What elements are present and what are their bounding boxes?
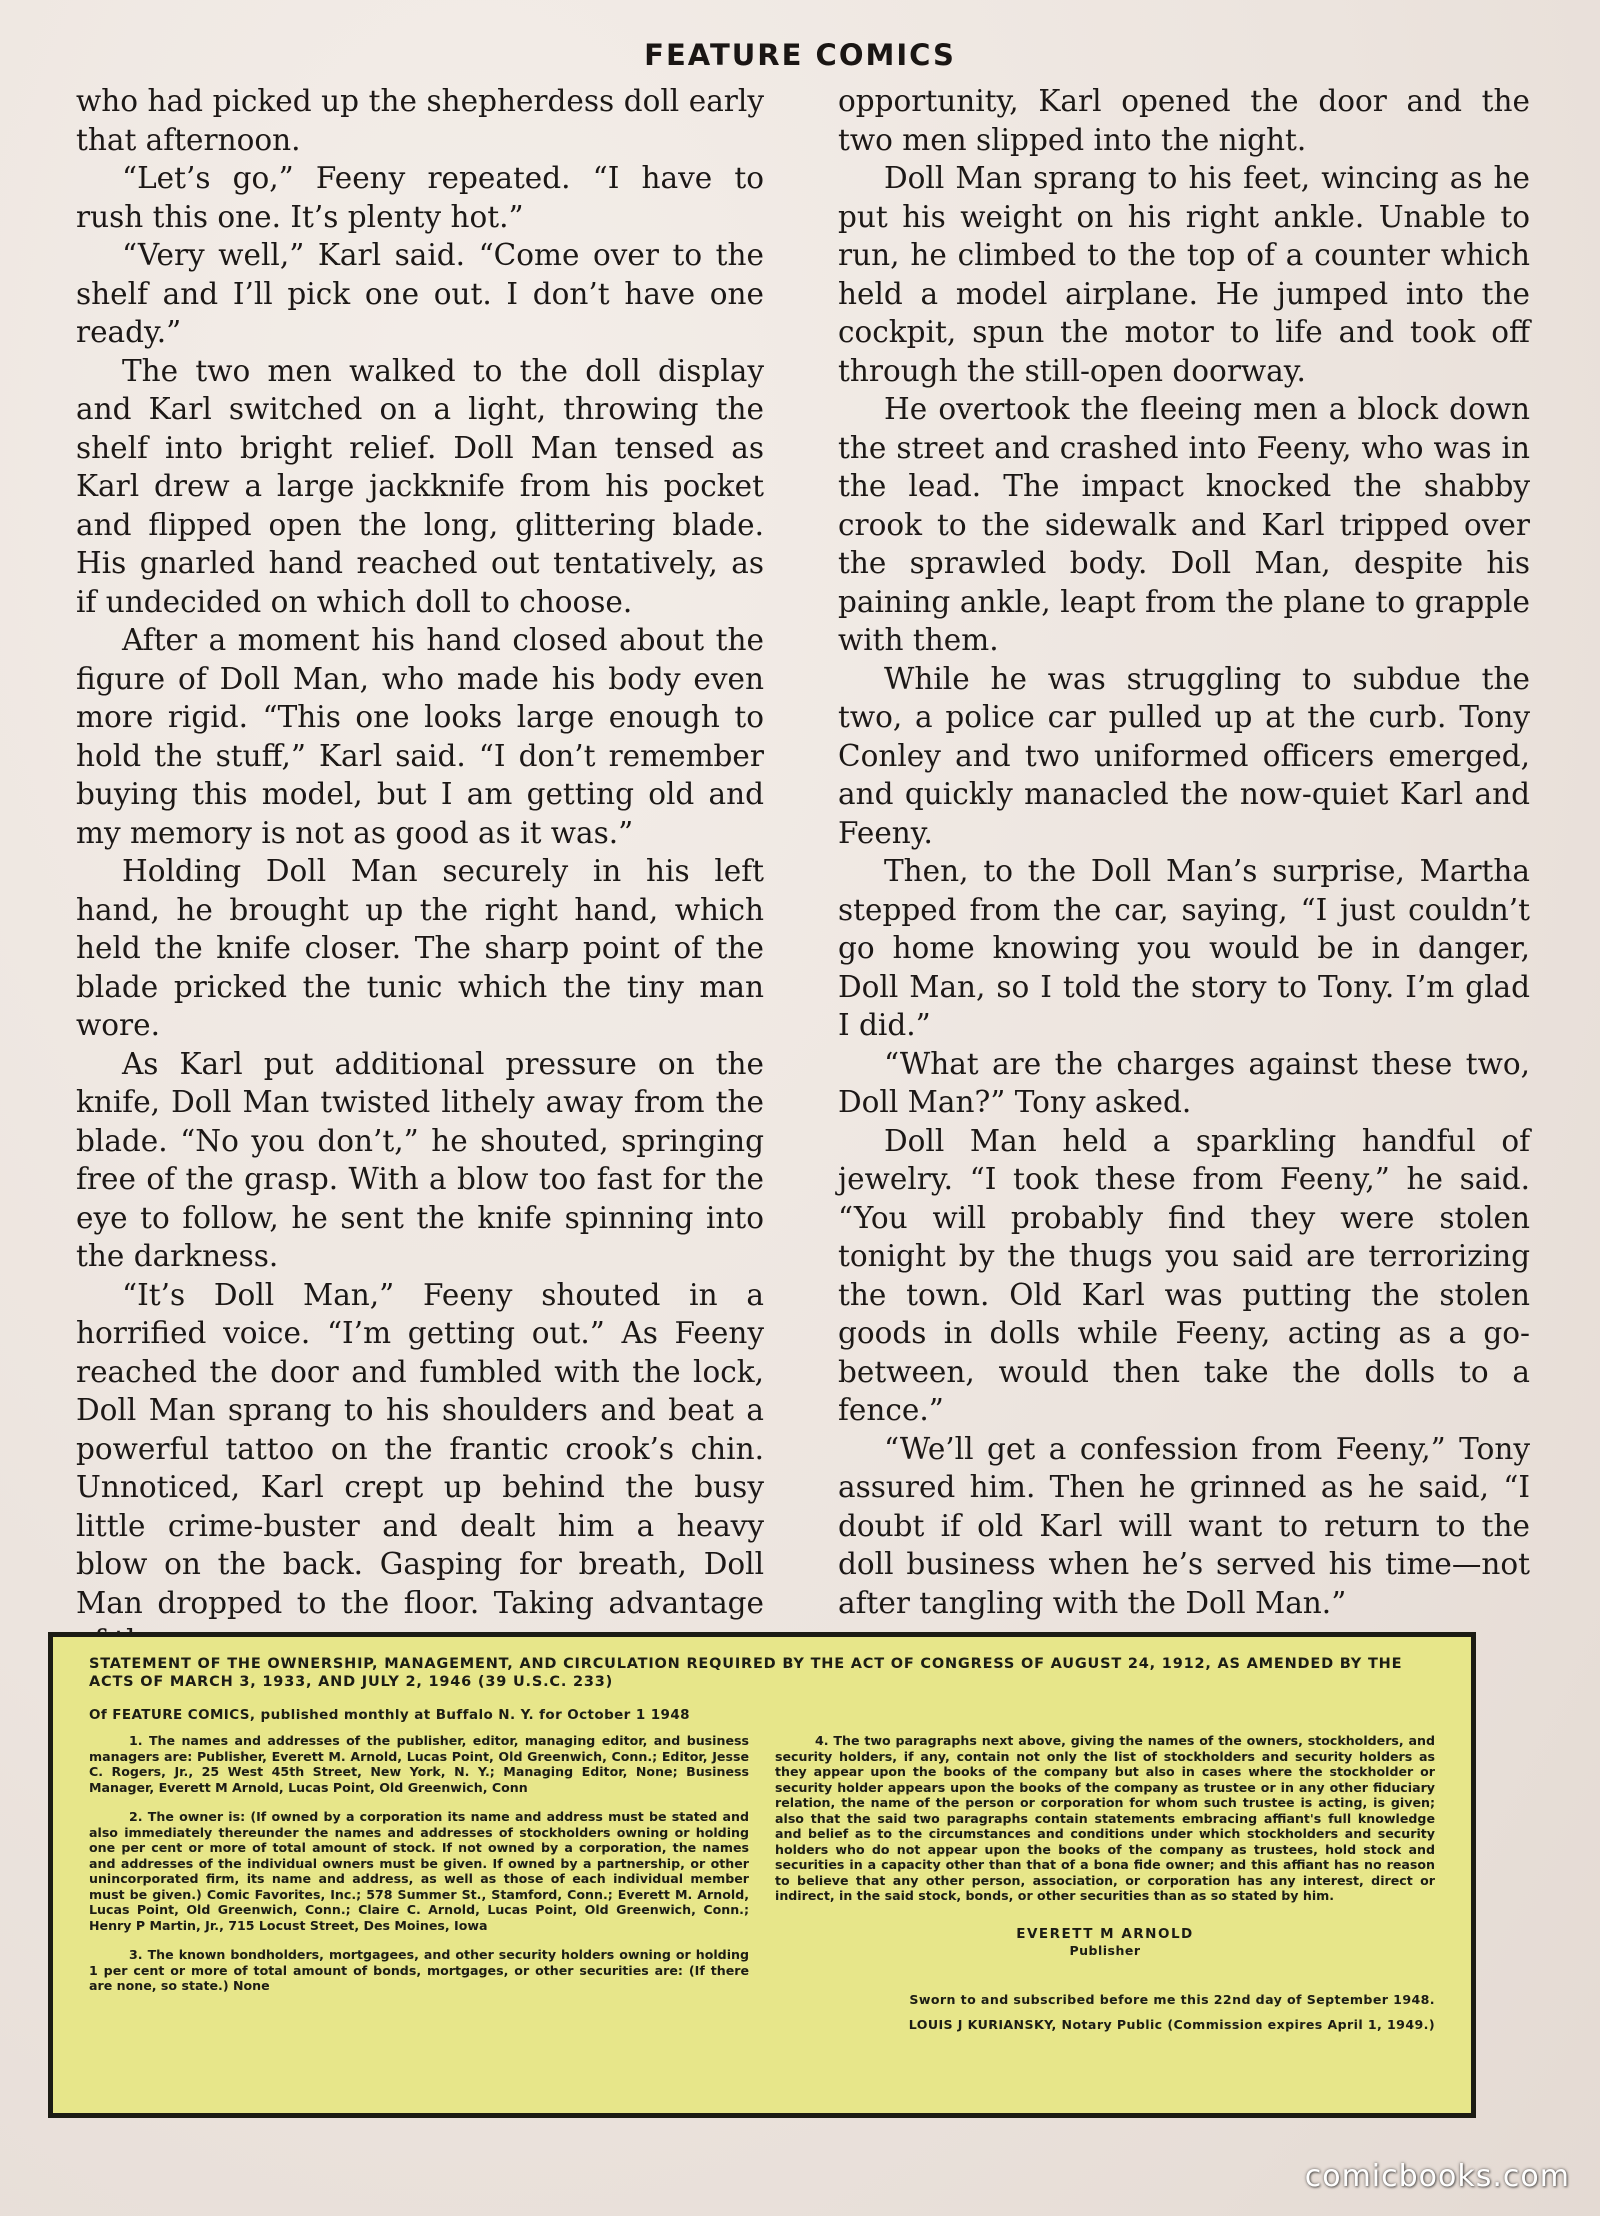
story-column-right — [838, 82, 1530, 1622]
statement-right-paragraphs — [775, 1733, 1435, 1904]
paragraph: “Very well,” Karl said. “Come over to the shelf and I’ll pick one out. I don’t have one ready.” — [76, 238, 764, 349]
ownership-statement-box — [48, 1632, 1476, 2118]
paragraph: He overtook the fleeing men a block down the street and crashed into Feeny, who was in the lead. The impact knocked the shabby crook to the sidewalk and Karl tripped over the sprawled body. Doll Man, despite his paining ankle, leapt from the plane to grapple with them. — [838, 392, 1530, 657]
signature-title: Publisher — [1069, 1942, 1141, 1958]
site-watermark: comicbooks.com — [1304, 2159, 1570, 2194]
story-column-left — [76, 82, 764, 1661]
paragraph: “It’s Doll Man,” Feeny shouted in a horrified voice. “I’m getting out.” As Feeny reached the door and fumbled with the lock, Doll Man sprang to his shoulders and beat a powerful tattoo on the frantic crook’s chin. Unnoticed, Karl crept up behind the busy little crime-buster and dealt him a heavy blow on the back. Gasping for breath, Doll Man dropped to the floor. Taking advantage — [76, 1277, 764, 1620]
paragraph: Then, to the Doll Man’s surprise, Martha stepped from the car, saying, “I just couldn’t go home knowing you would be in danger, Doll Man, so I told the story to Tony. I’m glad I did.” — [838, 854, 1530, 1042]
notary-line: LOUIS J KURIANSKY, Notary Public (Commission expires April 1, 1949.) — [908, 2016, 1435, 2032]
paragraph: Holding Doll Man securely in his left hand, he brought up the right hand, which held the knife closer. The sharp point of the blade pricked the tunic which the tiny man wore. — [76, 854, 764, 1042]
statement-title: STATEMENT OF THE OWNERSHIP, MANAGEMENT, AND CIRCULATION REQUIRED BY THE ACT OF CONGRESS OF AUGUST 24, 1912, AS AMENDED BY THE ACTS OF MARCH 3, 1933, AND JULY 2, 1946 (39 U.S.C. 233) — [89, 1656, 1403, 1690]
statement-of-line: Of FEATURE COMICS, published monthly at Buffalo N. Y. for October 1 1948 — [89, 1707, 690, 1723]
paragraph: 4. The two paragraphs next above, giving the names of the owners, stockholders, and security holders, if any, contain not only the list of stockholders and security holders as they appear upon the books of the company but also in cases where the stockholder or security holder appears upon the books of the company as trustee or in any other fiduciary relation, the name of the person or corporation for whom such trustee is acting, is given; also that the said two paragraphs contain statements embracing affiant's full knowledge and belief as to the circumstances and conditions under which stockholders and security holders who do not appear upon the books of the company as trustees, hold stock and securities in a capacity other than that of a bona fide owner; and this affiant has no reason to believe that any other person, association, or corporation has any interest, direct or indirect, in the said stock, bonds, or other securities than as so stated by him. — [775, 1733, 1435, 1903]
sworn-line: Sworn to and subscribed before me this 22nd day of September 1948. — [909, 1991, 1435, 2007]
page-header: FEATURE COMICS — [644, 38, 956, 72]
statement-columns — [89, 1733, 1435, 2032]
paragraph: After a moment his hand closed about the figure of Doll Man, who made his body even more rigid. “This one looks large enough to hold the stuff,” Karl said. “I don’t remember buying this model, but I am getting old and my memory is not as good as it was.” — [76, 623, 764, 850]
paragraph: Doll Man sprang to his feet, wincing as he put his weight on his right ankle. Unable to run, he climbed to the top of a counter which held a model airplane. He jumped into the cockpit, spun the motor to life and took off through the still-open doorway. — [838, 161, 1530, 388]
paragraph: “Let’s go,” Feeny repeated. “I have to rush this one. It’s plenty hot.” — [76, 161, 764, 234]
paragraph: “What are the charges against these two, Doll Man?” Tony asked. — [838, 1046, 1530, 1119]
signature-name: EVERETT M ARNOLD — [1016, 1925, 1194, 1942]
paragraph: 1. The names and addresses of the publisher, editor, managing editor, and business managers are: Publisher, Everett M. Arnold, Lucas Point, Old Greenwich, Conn.; Editor, Jesse C. Rogers, Jr., 25 West 45th Street, New York, N. Y.; Managing Editor, None; Business Manager, Everett M Arnold, Lucas Point, Old Greenwich, Conn — [89, 1733, 749, 1795]
statement-column-left — [89, 1733, 749, 2032]
paragraph: Doll Man held a sparkling handful of jewelry. “I took these from Feeny,” he said. “You will probably find they were stolen tonight by the thugs you said are terrorizing the town. Old Karl was putting the stolen goods in dolls while Feeny, acting as a go-between, would then take the dolls to a fence.” — [838, 1123, 1530, 1427]
paragraph: “We’ll get a confession from Feeny,” Tony assured him. Then he grinned as he said, “I doubt if old Karl will want to return to the doll business when he’s served his time—not after tangling with the Doll Man.” — [838, 1431, 1530, 1620]
statement-column-right — [775, 1733, 1435, 2032]
paragraph: opportunity, Karl opened the door and the two men slipped into the night. — [838, 84, 1530, 157]
paragraph: The two men walked to the doll display and Karl switched on a light, throwing the shelf into bright relief. Doll Man tensed as Karl drew a large jackknife from his pocket and flipped open the long, glittering blade. His gnarled hand reached out tentatively, as if undecided on which doll to choose. — [76, 353, 764, 619]
paragraph: who had picked up the shepherdess doll early that afternoon. — [76, 84, 764, 157]
paragraph: As Karl put additional pressure on the knife, Doll Man twisted lithely away from the blade. “No you don’t,” he shouted, springing free of the grasp. With a blow too fast for the eye to follow, he sent the knife spinning into the darkness. — [76, 1046, 764, 1273]
paragraph: While he was struggling to subdue the two, a police car pulled up at the curb. Tony Conley and two uniformed officers emerged, and quickly manacled the now-quiet Karl and Feeny. — [838, 661, 1530, 850]
paragraph: 3. The known bondholders, mortgagees, and other security holders owning or holding 1 per cent or more of total amount of bonds, mortgages, or other securities are: (If there are none, so state.) None — [89, 1947, 749, 1993]
paragraph: 2. The owner is: (If owned by a corporation its name and address must be stated and also immediately thereunder the names and addresses of stockholders owning or holding one per cent or more of total amount of stock. If not owned by a corporation, the names and addresses of the individual owners must be given. If owned by a partnership, or other unincorporated firm, its name and address, as well as those of each individual member must be given.) Comic Favorites, Inc.; 578 Summer St., Stamford, Conn.; Everett M. Arnold, Lucas Point, Old Greenwich, Conn.; Claire C. Arnold, Lucas Point, Old Greenwich, Conn.; Henry P Martin, Jr., 715 Locust Street, Des Moines, Iowa — [89, 1809, 749, 1933]
